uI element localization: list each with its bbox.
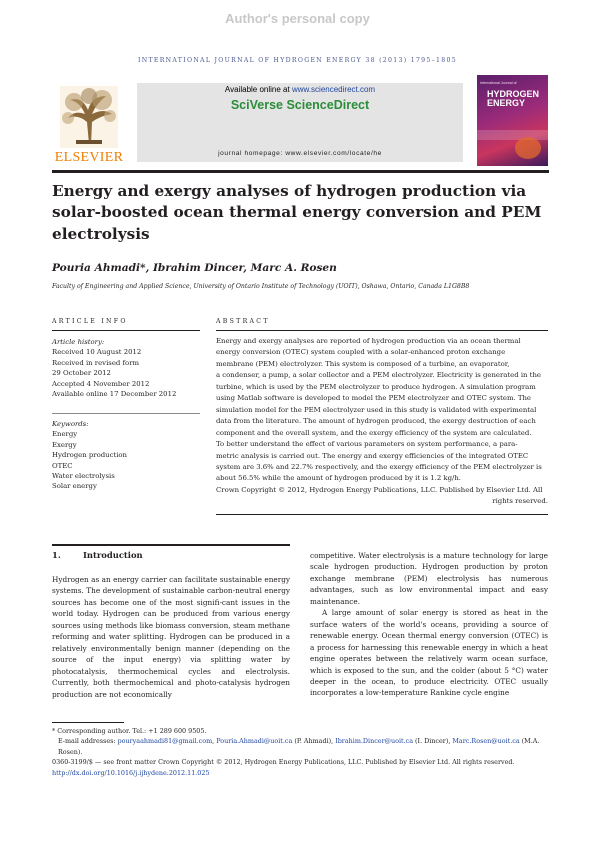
history-item: 29 October 2012 xyxy=(52,369,111,378)
paragraph: competitive. Water electrolysis is a mature technology for large scale hydrogen production. Hydrogen production by proton exchange membrane (PEM) electrolysis has numerous advantages, such as low environmental impact and easy maintenance. xyxy=(310,551,548,606)
header-rule xyxy=(52,170,549,173)
keyword-item: Energy xyxy=(52,430,78,439)
history-item: Received 10 August 2012 xyxy=(52,348,142,357)
keyword-item: Water electrolysis xyxy=(52,472,115,481)
intro-rule xyxy=(52,544,290,546)
available-prefix: Available online at xyxy=(224,85,292,94)
history-item: Received in revised form xyxy=(52,358,140,367)
journal-cover-image xyxy=(477,75,548,166)
section-heading xyxy=(52,550,143,560)
history-item: Accepted 4 November 2012 xyxy=(52,379,150,388)
keyword-item: Exergy xyxy=(52,440,77,449)
intro-right-column xyxy=(310,550,548,699)
keyword-item: Solar energy xyxy=(52,482,97,491)
publisher-wordmark: ELSEVIER xyxy=(54,150,124,165)
title-line: electrolysis xyxy=(52,224,150,243)
email-separator: , xyxy=(212,737,217,746)
history-label: Article history: xyxy=(52,338,105,346)
abstract-line: turbine, which is used by the PEM electrolyzer to produce hydrogen. A simulation program xyxy=(216,382,536,391)
abstract-line: membrane (PEM) electrolyzer. This system is composed of a turbine, an evaporator, xyxy=(216,359,510,368)
cover-title-2: ENERGY xyxy=(487,98,526,108)
abstract-rule xyxy=(216,330,548,331)
available-online-line xyxy=(137,85,463,94)
abstract-line: a condenser, a pump, a solar collector and a PEM electrolyzer. Electricity is generated in the xyxy=(216,371,541,380)
keywords-rule xyxy=(52,413,200,414)
article-title xyxy=(52,181,549,245)
keywords-block xyxy=(52,419,200,492)
watermark-text: Author's personal copy xyxy=(225,11,370,26)
paragraph: A large amount of solar energy is stored as heat in the surface waters of the world's oceans, providing a source of renewable energy. Ocean thermal energy conversion (OTEC) is a process for harnessing this renewable energy in which a heat engine operates between the relatively warm ocean surface, which is exposed to the sun, and the colder (about 5 °C) water deeper in the ocean, to produce electricity. OTEC usually incorporates a low-temperature Rankine cycle engine xyxy=(310,608,548,698)
author-list: Pouria Ahmadi*, Ibrahim Dincer, Marc A. Rosen xyxy=(52,262,337,274)
email-line xyxy=(52,736,549,757)
sciencedirect-link[interactable]: www.sciencedirect.com xyxy=(291,85,376,94)
history-item: Available online 17 December 2012 xyxy=(52,390,177,399)
article-info-rule xyxy=(52,330,200,331)
paragraph: Hydrogen as an energy carrier can facilitate sustainable energy systems. The development of sustainable carbon-neutral energy sources has become one of the most signifi-cant issues in the world today. Hydrogen can be produced from various energy sources using methods like biomass conversion, steam methane reforming and water splitting. Hydrogen can be produced in a relatively environmentally benign manner (depending on the source of the input energy) via splitting water by photocatalysis, thermochemical cycles and electrolysis. Currently, both thermochemical and photo-catalysis hydrogen production are not economically xyxy=(52,575,290,699)
keyword-item: OTEC xyxy=(52,461,73,470)
affiliation: Faculty of Engineering and Applied Science, University of Ontario Institute of Technology (UOIT), Oshawa, Ontario, Canada L1G8B8 xyxy=(52,283,470,290)
email-link[interactable]: Marc.Rosen@uoit.ca xyxy=(452,737,520,746)
running-header: INTERNATIONAL JOURNAL OF HYDROGEN ENERGY 38 (2013) 1795–1805 xyxy=(138,57,457,64)
abstract-line: component and the overall system, and the exergy efficiency of the system are calculated. xyxy=(216,428,532,437)
issn-line: 0360-3199/$ — see front matter Crown Copyright © 2012, Hydrogen Energy Publications, LLC. Published by Elsevier Ltd. All rights reserved. xyxy=(52,758,515,767)
abstract-line: metric analysis is carried out. The energy and exergy efficiencies of the integrated OTEC xyxy=(216,451,529,460)
abstract-line: energy conversion (OTEC) system coupled with a solar-enhanced proton exchange xyxy=(216,348,506,357)
email-prefix: E-mail addresses: xyxy=(58,737,118,746)
abstract-line: simulation model for the PEM electrolyzer used in this study is validated with experimental xyxy=(216,405,537,414)
keywords-label: Keywords: xyxy=(52,420,89,428)
email-note: (I. Dincer), xyxy=(413,737,453,746)
abstract-end-rule xyxy=(216,514,548,515)
cover-graphic xyxy=(515,137,541,159)
cover-stripe xyxy=(477,130,548,140)
article-info-heading: ARTICLE INFO xyxy=(52,318,128,325)
section-number: 1. xyxy=(52,550,61,560)
footnote-rule xyxy=(52,722,124,723)
email-link[interactable]: pouryaahmadi81@gmail.com xyxy=(117,737,213,746)
email-link[interactable]: Pouria.Ahmadi@uoit.ca xyxy=(216,737,293,746)
corresponding-author: * Corresponding author. Tel.: +1 289 600 9505. xyxy=(52,727,207,735)
abstract-line: system are 3.6% and 22.7% respectively, and the exergy efficiency of the PEM electrolyzer is xyxy=(216,462,542,471)
intro-left-column xyxy=(52,574,290,700)
article-history xyxy=(52,337,200,399)
abstract-heading: ABSTRACT xyxy=(216,318,270,325)
abstract-body xyxy=(216,336,548,508)
abstract-line: To better understand the effect of various parameters on system performance, a para- xyxy=(216,440,518,449)
email-note: (M.A. Rosen). xyxy=(58,737,540,756)
title-line: solar-boosted ocean thermal energy conversion and PEM xyxy=(52,203,542,222)
section-title: Introduction xyxy=(83,550,143,560)
title-line: Energy and exergy analyses of hydrogen production via xyxy=(52,182,527,200)
abstract-line: Energy and exergy analyses are reported of hydrogen production via an ocean thermal xyxy=(216,337,521,345)
footnotes xyxy=(52,726,549,778)
abstract-line: about 56.5% while the amount of hydrogen produced by it is 1.2 kg/h. xyxy=(216,474,461,483)
cover-title xyxy=(487,90,539,108)
abstract-line: data from the literature. The amount of hydrogen produced, the exergy destruction of each xyxy=(216,417,536,426)
cover-subtitle: International Journal of xyxy=(480,81,517,85)
copyright-line: Crown Copyright © 2012, Hydrogen Energy Publications, LLC. Published by Elsevier Ltd. All xyxy=(216,485,543,494)
journal-homepage[interactable]: journal homepage: www.elsevier.com/locate/he xyxy=(218,150,382,157)
keyword-item: Hydrogen production xyxy=(52,451,127,460)
abstract-line: using Matlab software is developed to model the PEM electrolyzer and OTEC system. The xyxy=(216,394,531,403)
cover-title-1: HYDROGEN xyxy=(487,89,540,99)
platform-name: SciVerse ScienceDirect xyxy=(230,98,370,112)
doi-link[interactable]: http://dx.doi.org/10.1016/j.ijhydene.2012.11.025 xyxy=(52,768,210,777)
email-note: (P. Ahmadi), xyxy=(292,737,336,746)
copyright-line: rights reserved. xyxy=(492,497,548,506)
email-link[interactable]: Ibrahim.Dincer@uoit.ca xyxy=(335,737,414,746)
